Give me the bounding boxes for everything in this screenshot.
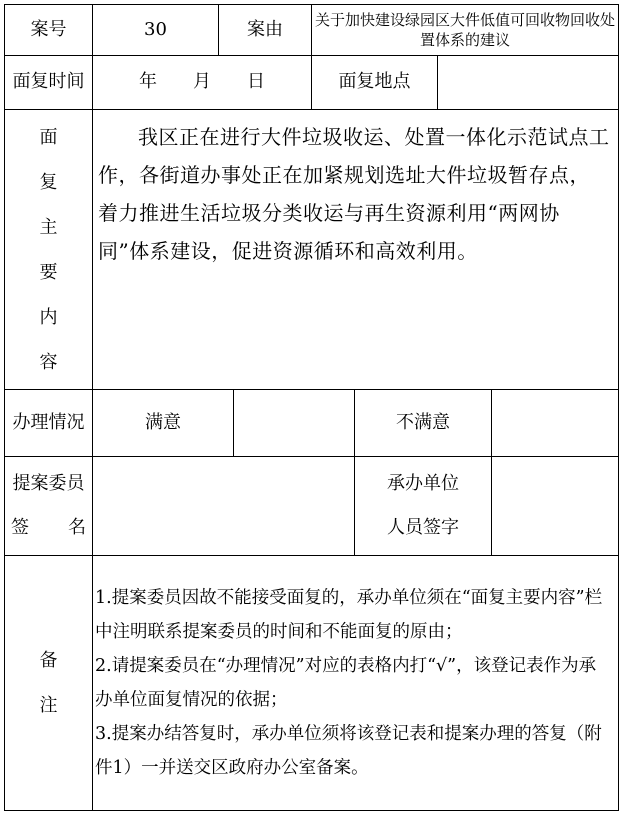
- main-content-label: 面 复 主 要 内 容: [4, 109, 93, 390]
- remark-item: 3.提案办结答复时，承办单位须将该登记表和提案办理的答复（附件1）一并送交区政府办公室备案。: [95, 724, 602, 778]
- satisfied-checkbox-cell[interactable]: [233, 389, 355, 457]
- case-number-label: 案号: [4, 4, 93, 56]
- unsatisfied-checkbox-cell[interactable]: [491, 389, 619, 457]
- main-content-text: 我区正在进行大件垃圾收运、处置一体化示范试点工作，各街道办事处正在加紧规划选址大件垃圾暂存点，着力推进生活垃圾分类收运与再生资源利用“两网协同”体系建设，促进资源循环和高效利用。: [92, 109, 619, 390]
- remark-item: 1.提案委员因故不能接受面复的，承办单位须在“面复主要内容”栏中注明联系提案委员的时间和不能面复的原由；: [95, 588, 603, 642]
- member-signature-field[interactable]: [92, 456, 355, 556]
- unit-signature-field[interactable]: [491, 456, 619, 556]
- unit-signature-label: 承办单位 人员签字: [354, 456, 492, 556]
- case-cause-value: 关于加快建设绿园区大件低值可回收物回收处置体系的建议: [311, 4, 619, 56]
- unsatisfied-label: 不满意: [354, 389, 492, 457]
- case-number-value: 30: [92, 4, 219, 56]
- member-signature-label: 提案委员 签 名: [4, 456, 93, 556]
- interview-place-field[interactable]: [437, 55, 619, 110]
- case-cause-label: 案由: [218, 4, 312, 56]
- satisfied-label: 满意: [92, 389, 234, 457]
- remark-item: 2.请提案委员在“办理情况”对应的表格内打“√”，该登记表作为承办单位面复情况的依据；: [95, 656, 597, 710]
- remarks-text: [92, 555, 619, 811]
- interview-time-label: 面复时间: [4, 55, 93, 110]
- interview-date-field[interactable]: 年 月 日: [92, 55, 312, 110]
- remarks-label: 备 注: [4, 555, 93, 811]
- interview-place-label: 面复地点: [311, 55, 438, 110]
- handling-status-label: 办理情况: [4, 389, 93, 457]
